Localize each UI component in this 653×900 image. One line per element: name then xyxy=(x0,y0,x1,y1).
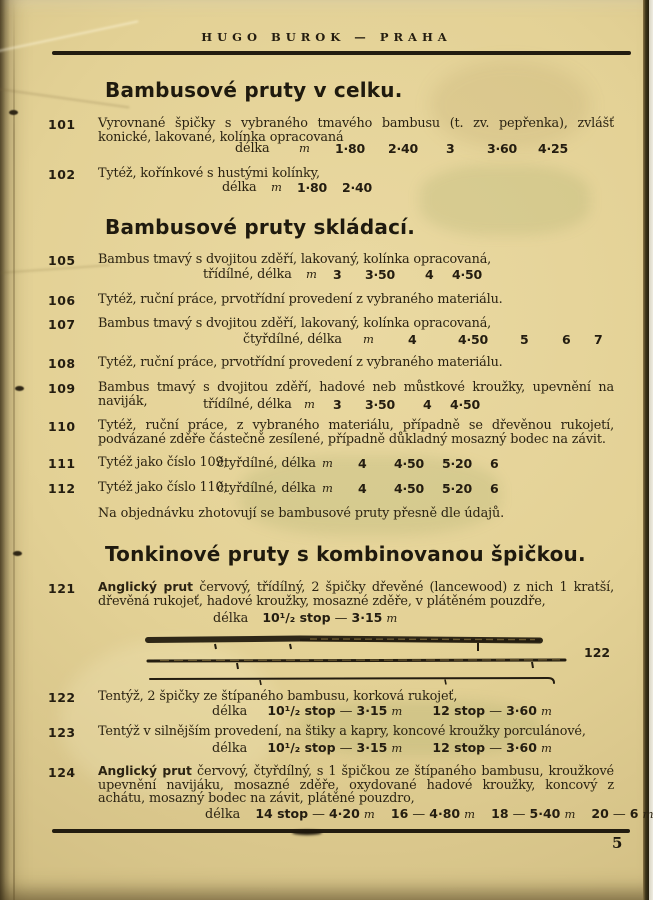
length-label: délka xyxy=(212,741,248,756)
length-meters: 6 xyxy=(629,806,639,821)
item-description: Bambus tmavý s dvojitou zděří, lakovaný, kolínka opracovaná, xyxy=(98,252,492,267)
price-label: třídílné, délka xyxy=(203,267,292,282)
page-number: 5 xyxy=(612,834,623,852)
price-value: 1·80 xyxy=(297,180,328,195)
length-meters: 3·15 xyxy=(351,610,383,625)
price-unit: m xyxy=(306,267,317,281)
length-row xyxy=(213,610,397,626)
price-row xyxy=(0,141,653,157)
length-meters: 3·60 xyxy=(506,740,537,755)
catalog-item-102 xyxy=(0,167,653,181)
length-feet: 20 xyxy=(591,806,609,821)
item-description xyxy=(98,765,614,806)
illustration-label: 122 xyxy=(584,645,611,660)
item-number: 124 xyxy=(48,765,76,780)
length-meters: 3·15 xyxy=(356,740,388,755)
catalog-item-106 xyxy=(0,293,653,307)
length-feet: 10¹/₂ stop xyxy=(262,610,331,625)
price-label: délka xyxy=(235,141,270,156)
dash: — xyxy=(339,704,353,719)
price-unit: m xyxy=(271,180,282,194)
price-value: 4 xyxy=(423,397,432,412)
catalog-item-124 xyxy=(0,765,653,806)
price-row xyxy=(0,332,653,348)
price-unit: m xyxy=(322,481,333,495)
price-value: 5 xyxy=(520,332,529,347)
item-description: Tytéž, ruční práce, z vybraného materiálu, případně se dřevěnou rukojetí, podvázané zděře částečně zesílené, případně důkladný mosazný bodec na závit. xyxy=(98,418,614,447)
catalog-item-108 xyxy=(0,356,653,370)
item-description: Bambus tmavý s dvojitou zděří, hadové neb můstkové kroužky, upevnění na naviják, xyxy=(98,380,614,409)
dash: — xyxy=(412,807,426,822)
length-meters: 3·15 xyxy=(356,703,388,718)
price-value: 3·60 xyxy=(487,141,518,156)
price-value: 6 xyxy=(490,481,499,496)
item-description: Tytéž jako číslo 110, xyxy=(98,480,228,495)
length-meters: 4·80 xyxy=(429,806,461,821)
price-label: třídílné, délka xyxy=(203,397,292,412)
catalog-item-121 xyxy=(0,581,653,608)
price-label: čtyřdílné, délka xyxy=(217,456,316,471)
dash: — xyxy=(489,741,502,756)
dash: — xyxy=(489,704,502,719)
price-value: 2·40 xyxy=(342,180,373,195)
length-unit: m xyxy=(540,741,552,755)
item-description: Bambus tmavý s dvojitou zděří, lakovaný, kolínka opracovaná, xyxy=(98,316,492,331)
price-value: 6 xyxy=(562,332,571,347)
price-value: 4 xyxy=(408,332,417,347)
item-number: 106 xyxy=(48,293,76,308)
price-label: čtyřdílné, délka xyxy=(217,481,316,496)
price-value: 1·80 xyxy=(335,141,366,156)
fishing-rods-illustration xyxy=(140,630,620,690)
price-value: 4·25 xyxy=(538,141,569,156)
price-value: 6 xyxy=(490,456,499,471)
item-number: 102 xyxy=(48,167,76,182)
price-value: 3 xyxy=(333,267,342,282)
item-number: 122 xyxy=(48,690,76,705)
length-unit: m xyxy=(642,807,653,821)
price-row xyxy=(0,180,653,196)
item-description: Tytéž, ruční práce, prvotřídní provedení z vybraného materiálu. xyxy=(98,355,503,370)
catalog-item-107 xyxy=(0,317,653,331)
item-number: 112 xyxy=(48,481,76,496)
item-text: červový, třídílný, 2 špičky dřevěné (lancewood) z nich 1 kratší, dřevěná rukojeť, hadové kroužky, mosazné zděře, v plátěném pouzdře, xyxy=(98,580,614,609)
item-number: 108 xyxy=(48,356,76,371)
length-unit: m xyxy=(386,611,398,625)
price-value: 4·50 xyxy=(394,456,425,471)
length-row xyxy=(212,740,552,756)
price-unit: m xyxy=(299,141,310,155)
length-unit: m xyxy=(391,741,403,755)
item-description: Tytéž, ruční práce, prvotřídní provedení z vybraného materiálu. xyxy=(98,292,503,307)
item-lead: Anglický prut xyxy=(98,764,192,778)
catalog-item-110 xyxy=(0,419,653,446)
item-number: 105 xyxy=(48,253,76,268)
price-value: 5·20 xyxy=(442,456,473,471)
item-description: Tentýž, 2 špičky ze štípaného bambusu, korková rukojeť, xyxy=(98,689,458,704)
price-row xyxy=(0,267,653,283)
price-value: 7 xyxy=(594,332,603,347)
price-value: 3 xyxy=(333,397,342,412)
price-value: 2·40 xyxy=(388,141,419,156)
item-text: červový, čtyřdílný, s 1 špičkou ze štípaného bambusu, kroužkové upevnění navijáku, mosazné zděře, oxydované hadové kroužky, koncový z achátu, mosazný bodec na závit, plátěné pouzdro, xyxy=(98,764,614,807)
length-feet: 10¹/₂ stop xyxy=(267,740,336,755)
item-description: Vyrovnané špičky s vybraného tmavého bambusu (t. zv. pepřenka), zvlášť konické, lakované, kolínka opracovaná xyxy=(98,116,614,145)
brand-header: HUGO BUROK — PRAHA xyxy=(201,30,452,44)
item-number: 107 xyxy=(48,317,76,332)
price-value: 4 xyxy=(358,456,367,471)
price-row xyxy=(0,456,653,472)
price-unit: m xyxy=(363,332,374,346)
length-feet: 16 xyxy=(390,806,409,821)
length-unit: m xyxy=(540,704,552,718)
length-meters: 3·60 xyxy=(506,703,537,718)
length-unit: m xyxy=(564,807,576,821)
item-number: 109 xyxy=(48,381,76,396)
length-label: délka xyxy=(205,807,241,822)
catalog-item-122 xyxy=(0,690,653,704)
price-value: 4 xyxy=(425,267,434,282)
price-value: 4·50 xyxy=(450,397,481,412)
item-number: 110 xyxy=(48,419,76,434)
item-lead: Anglický prut xyxy=(98,580,194,594)
ink-blot xyxy=(292,830,322,835)
length-feet: 18 xyxy=(491,806,509,821)
dash: — xyxy=(312,807,325,822)
length-unit: m xyxy=(391,704,403,718)
stitch-mark xyxy=(9,110,18,115)
section-title: Bambusové pruty v celku. xyxy=(105,78,403,102)
price-value: 3 xyxy=(446,141,455,156)
price-label: čtyřdílné, délka xyxy=(243,332,342,347)
stitch-mark xyxy=(13,551,22,556)
dash: — xyxy=(334,611,348,626)
item-number: 123 xyxy=(48,725,76,740)
length-row xyxy=(212,703,552,719)
length-label: délka xyxy=(212,704,248,719)
item-number: 101 xyxy=(48,117,76,132)
section-title: Tonkinové pruty s kombinovanou špičkou. xyxy=(105,542,586,566)
length-unit: m xyxy=(363,807,375,821)
price-value: 4·50 xyxy=(394,481,425,496)
dash: — xyxy=(339,741,353,756)
length-unit: m xyxy=(464,807,476,821)
footer-rule xyxy=(52,829,630,833)
item-description xyxy=(98,581,614,608)
order-note: Na objednávku zhotovují se bambusové pruty přesně dle údajů. xyxy=(98,506,505,521)
price-value: 5·20 xyxy=(442,481,473,496)
header-rule xyxy=(52,51,631,55)
section-title: Bambusové pruty skládací. xyxy=(105,215,415,239)
length-feet: 14 stop xyxy=(255,806,309,821)
price-value: 3·50 xyxy=(365,267,396,282)
item-description: Tytéž, kořínkové s hustými kolínky, xyxy=(98,166,320,181)
price-value: 4·50 xyxy=(452,267,483,282)
item-description: Tentýž v silnějším provedení, na štiky a kapry, koncové kroužky porculánové, xyxy=(98,724,586,739)
length-feet: 12 stop xyxy=(432,740,486,755)
length-meters: 5·40 xyxy=(529,806,561,821)
item-number: 121 xyxy=(48,581,76,596)
price-unit: m xyxy=(322,456,333,470)
price-row xyxy=(0,397,653,413)
price-value: 3·50 xyxy=(365,397,396,412)
price-value: 4·50 xyxy=(458,332,489,347)
dash: — xyxy=(612,807,626,822)
price-unit: m xyxy=(304,397,315,411)
price-value: 4 xyxy=(358,481,367,496)
item-number: 111 xyxy=(48,456,76,471)
price-label: délka xyxy=(222,180,257,195)
length-feet: 12 stop xyxy=(432,703,486,718)
catalog-item-105 xyxy=(0,253,653,267)
length-feet: 10¹/₂ stop xyxy=(267,703,336,718)
catalog-item-123 xyxy=(0,725,653,739)
price-row xyxy=(0,481,653,497)
length-label: délka xyxy=(213,611,249,626)
length-row xyxy=(205,806,653,822)
dash: — xyxy=(512,807,526,822)
item-description: Tytéž jako číslo 109, xyxy=(98,455,228,470)
length-meters: 4·20 xyxy=(328,806,360,821)
